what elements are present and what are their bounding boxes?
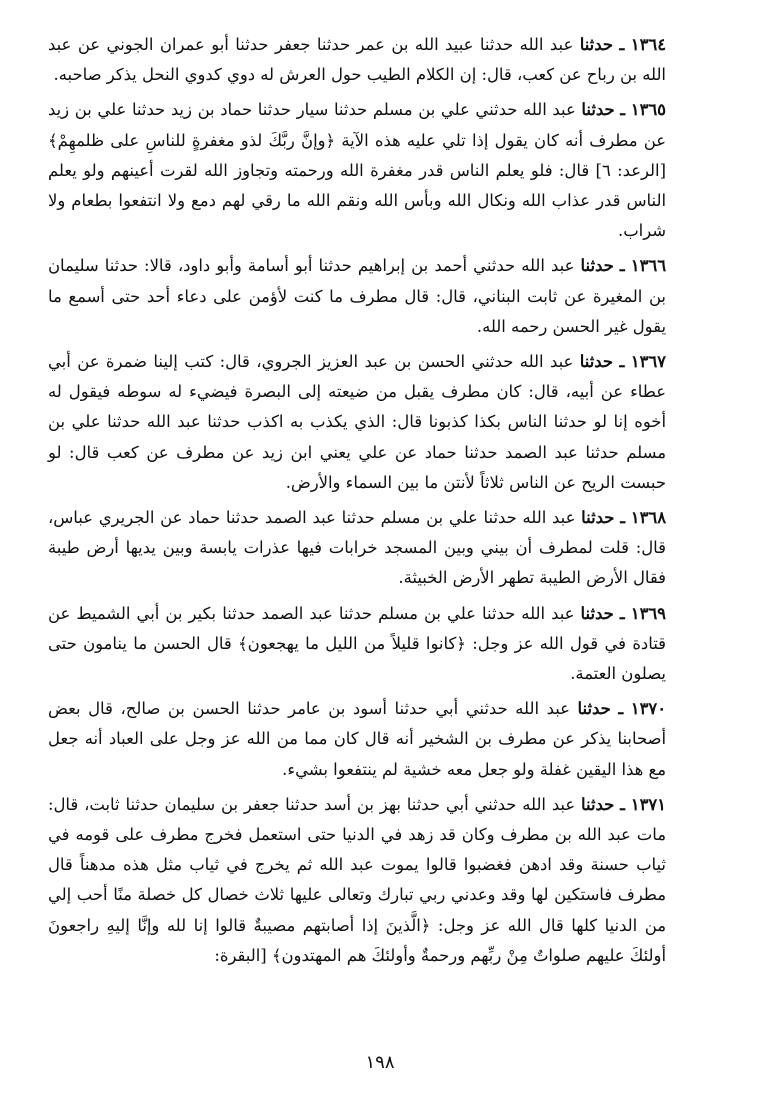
hadith-entry: ١٣٦٦ ـ حدثنا عبد الله حدثني أحمد بن إبراهيم حدثنا أبو أسامة وأبو داود، قالا: حدثنا سليمان بن المغيرة عن ثابت البناني، قال: قال مطرف ما كنت لأؤمن على دعاء أحد حتى أسمع ما يقول غير الحسن رحمه الله. — [48, 256, 666, 336]
hadith-entry: ١٣٦٨ ـ حدثنا عبد الله حدثنا علي بن مسلم حدثنا عبد الصمد حدثنا حماد عن الجريري عباس، قال: قلت لمطرف أن بيني وبين المسجد خرابات فيها عذرات يابسة وبين يديها أرض طيبة فقال الأرض الطيبة تطهر الأرض الخبيثة. — [48, 508, 667, 588]
hadith-text: عبد الله حدثني علي بن مسلم حدثنا سيار حدثنا حماد بن زيد حدثنا علي بن زيد عن مطرف أنه كان يقول إذا تلي عليه هذه الآية ﴿وإنَّ ربَّكَ لذو مغفرةٍ للناسِ على ظلمهِمْ﴾ [الرعد: ٦] قال: فلو يعلم الناس قدر مغفرة الله ورحمته وتجاوز الله لقرت أعينهم ولو يعلم الناس قدر عذاب الله ونكال الله وبأس الله ونقم الله ما رقي لهم دمع ولا انتفعوا بطعام ولا شراب. — [48, 100, 667, 241]
hadith-entry: ١٣٦٤ ـ حدثنا عبد الله حدثنا عبيد الله بن عمر حدثنا جعفر حدثنا أبو عمران الجوني عن عبد الله بن رباح عن كعب، قال: إن الكلام الطيب حول العرش له دوي كدوي النحل يذكر صاحبه. — [48, 35, 667, 85]
hadith-number: ١٣٦٩ — [630, 603, 666, 623]
hadith-keyword: حدثنا — [579, 35, 613, 54]
page-number: ١٩٨ — [365, 1052, 395, 1073]
hadith-text: عبد الله حدثني أبي حدثنا أسود بن عامر حدثنا الحسن بن صالح، قال بعض أصحابنا يذكر عن مطرف بن الشخير أنه قال كان مما من الله عز وجل على العباد أنه جعل مع هذا اليقين غفلة ولو جعل معه خشية لم ينتفعوا بشيء. — [48, 699, 666, 779]
hadith-number: ١٣٦٧ — [630, 352, 666, 372]
hadith-number: ١٣٦٨ — [630, 508, 667, 528]
hadith-keyword: حدثنا — [579, 352, 614, 372]
hadith-keyword: حدثنا — [581, 100, 615, 120]
hadith-keyword: حدثنا — [580, 603, 614, 623]
hadith-keyword: حدثنا — [577, 699, 611, 719]
hadith-text: عبد الله حدثنا علي بن مسلم حدثنا عبد الصمد حدثنا بكير بن أبي الشميط عن قتادة في قول الله عز وجل: ﴿كانوا قليلاً من الليل ما يهجعون﴾ قال الحسن ما ينامون حتى يصلون العتمة. — [48, 603, 666, 684]
hadith-entry: ١٣٦٥ ـ حدثنا عبد الله حدثني علي بن مسلم حدثنا سيار حدثنا حماد بن زيد حدثنا علي بن زيد عن مطرف أنه كان يقول إذا تلي عليه هذه الآية ﴿وإنَّ ربَّكَ لذو مغفرةٍ للناسِ على ظلمهِمْ﴾ [الرعد: ٦] قال: فلو يعلم الناس قدر مغفرة الله ورحمته وتجاوز الله لقرت أعينهم ولو يعلم الناس قدر عذاب الله ونكال الله وبأس الله ونقم الله ما رقي لهم دمع ولا انتفعوا بطعام ولا شراب. — [48, 100, 667, 241]
hadith-text: عبد الله حدثني أبي حدثنا بهز بن أسد حدثنا جعفر بن سليمان حدثنا ثابت، قال: مات عبد الله بن مطرف وكان قد زهد في الدنيا حتى استعمل فخرج مطرف على قومه في ثياب حسنة وقد ادهن فغضبوا قالوا يموت عبد الله ثم يخرج في ثياب مثل هذه مدهناً قال مطرف فاستكين لها وقد وعدني ربي تبارك وتعالى عليها ثلاث خصال كل خصلة منًا أحب إلي من الدنيا كلها قال الله عز وجل: ﴿الَّذينَ إذا أصابتهم مصيبةٌ قالوا إنا لله وإنَّا إليهِ راجعونَ أولئكَ عليهم صلواتٌ مِنْ ربِّهم ورحمةٌ وأولئكَ هم المهتدون﴾ [البقرة: — [48, 794, 666, 965]
hadith-entry: ١٣٧٠ ـ حدثنا عبد الله حدثني أبي حدثنا أسود بن عامر حدثنا الحسن بن صالح، قال بعض أصحابنا يذكر عن مطرف بن الشخير أنه قال كان مما من الله عز وجل على العباد أنه جعل مع هذا اليقين غفلة ولو جعل معه خشية لم ينتفعوا بشيء. — [48, 699, 666, 779]
hadith-keyword: حدثنا — [581, 794, 615, 814]
document-body — [48, 30, 666, 976]
hadith-text: عبد الله حدثني الحسن بن عبد العزيز الجروي، قال: كتب إلينا ضمرة عن أبي عطاء عن أبيه، قال: كان مطرف يقبل من ضيعته إلى البصرة فيضيء له سوطه فيقول له أخوه إنا لو حدثنا الناس بكذا كذبونا قال: الذي يكذب به اكذب حدثنا عبد الله حدثنا علي بن مسلم حدثنا عبد الصمد حدثنا حماد عن علي يعني ابن زيد عن مطرف عن كعب قال: لو حبست الريح عن الناس ثلاثاً لأنتن ما بين السماء والأرض. — [48, 352, 666, 492]
hadith-text: عبد الله حدثنا عبيد الله بن عمر حدثنا جعفر حدثنا أبو عمران الجوني عن عبد الله بن رباح عن كعب، قال: إن الكلام الطيب حول العرش له دوي كدوي النحل يذكر صاحبه. — [48, 35, 666, 85]
hadith-entry: ١٣٧١ ـ حدثنا عبد الله حدثني أبي حدثنا بهز بن أسد حدثنا جعفر بن سليمان حدثنا ثابت، قال: مات عبد الله بن مطرف وكان قد زهد في الدنيا حتى استعمل فخرج مطرف على قومه في ثياب حسنة وقد ادهن فغضبوا قالوا يموت عبد الله ثم يخرج في ثياب مثل هذه مدهناً قال مطرف فاستكين لها وقد وعدني ربي تبارك وتعالى عليها ثلاث خصال كل خصلة منًا أحب إلي من الدنيا كلها قال الله عز وجل: ﴿الَّذينَ إذا أصابتهم مصيبةٌ قالوا إنا لله وإنَّا إليهِ راجعونَ أولئكَ عليهم صلواتٌ مِنْ ربِّهم ورحمةٌ وأولئكَ هم المهتدون﴾ [البقرة: — [48, 794, 666, 965]
hadith-keyword: حدثنا — [581, 508, 615, 528]
hadith-number: ١٣٦٦ — [630, 256, 666, 276]
hadith-text: عبد الله حدثنا علي بن مسلم حدثنا عبد الصمد حدثنا حماد عن الجريري عباس، قال: قلت لمطرف أن بيني وبين المسجد خرابات فيها عذرات يابسة وبين يديها أرض طيبة فقال الأرض الطيبة تطهر الأرض الخبيثة. — [48, 508, 666, 588]
hadith-number: ١٣٧٠ — [630, 699, 666, 719]
hadith-text: عبد الله حدثني أحمد بن إبراهيم حدثنا أبو أسامة وأبو داود، قالا: حدثنا سليمان بن المغيرة عن ثابت البناني، قال: قال مطرف ما كنت لأؤمن على دعاء أحد حتى أسمع ما يقول غير الحسن رحمه الله. — [48, 256, 666, 336]
hadith-number: ١٣٦٥ — [630, 100, 666, 120]
hadith-keyword: حدثنا — [580, 256, 614, 276]
hadith-number: ١٣٧١ — [630, 794, 666, 814]
hadith-entry: ١٣٦٧ ـ حدثنا عبد الله حدثني الحسن بن عبد العزيز الجروي، قال: كتب إلينا ضمرة عن أبي عطاء عن أبيه، قال: كان مطرف يقبل من ضيعته إلى البصرة فيضيء له سوطه فيقول له أخوه إنا لو حدثنا الناس بكذا كذبونا قال: الذي يكذب به اكذب حدثنا عبد الله حدثنا علي بن مسلم حدثنا عبد الصمد حدثنا حماد عن علي يعني ابن زيد عن مطرف عن كعب قال: لو حبست الريح عن الناس ثلاثاً لأنتن ما بين السماء والأرض. — [48, 352, 666, 492]
hadith-entry: ١٣٦٩ ـ حدثنا عبد الله حدثنا علي بن مسلم حدثنا عبد الصمد حدثنا بكير بن أبي الشميط عن قتادة في قول الله عز وجل: ﴿كانوا قليلاً من الليل ما يهجعون﴾ قال الحسن ما ينامون حتى يصلون العتمة. — [48, 603, 666, 684]
hadith-number: ١٣٦٤ — [630, 35, 667, 54]
